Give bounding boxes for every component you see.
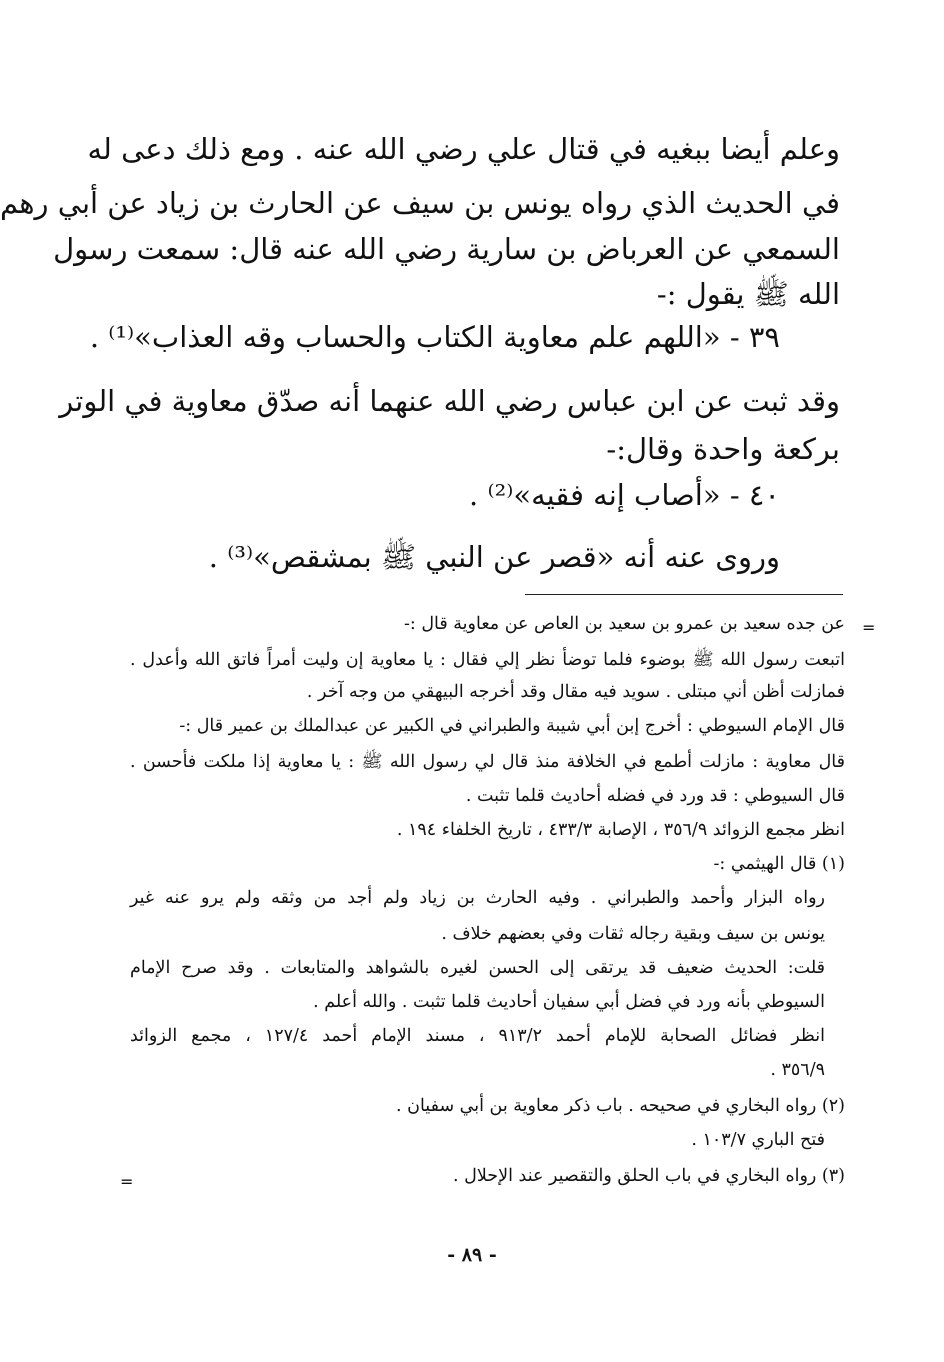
footnote-line: فتح الباري ١٠٣/٧ . (691, 1130, 825, 1150)
main-text-line: بركعة واحدة وقال:- (606, 432, 840, 466)
main-text-line: في الحديث الذي رواه يونس بن سيف عن الحارث بن زياد عن أبي رهم (0, 186, 840, 220)
footnote-line: قال معاوية : مازلت أطمع في الخلافة منذ قال لي رسول الله ﷺ : يا معاوية إذا ملكت فأحسن . (130, 752, 845, 772)
footnote-line: السيوطي بأنه ورد في فضل أبي سفيان أحاديث قلما تثبت . والله أعلم . (313, 992, 825, 1012)
main-text-line: السمعي عن العرباض بن سارية رضي الله عنه قال: سمعت رسول (53, 232, 840, 266)
footnote-line: يونس بن سيف وبقية رجاله ثقات وفي بعضهم خلاف . (441, 924, 825, 944)
main-text-line: وعلم أيضا ببغيه في قتال علي رضي الله عنه . ومع ذلك دعى له (87, 132, 840, 166)
main-text-line: وروى عنه أنه «قصر عن النبي ﷺ بمشقص»⁽³⁾ . (208, 540, 780, 574)
footnote-1-heading: (١) قال الهيثمي :- (713, 854, 845, 874)
page-number: - ٨٩ - (447, 1244, 497, 1266)
footnote-line: فمازلت أظن أني مبتلى . سويد فيه مقال وقد أخرجه البيهقي من وجه آخر . (306, 682, 845, 702)
main-text-line: الله ﷺ يقول :- (656, 277, 840, 311)
footnote-separator (525, 594, 843, 595)
main-text-line: وقد ثبت عن ابن عباس رضي الله عنهما أنه صدّق معاوية في الوتر (59, 384, 840, 418)
footnote-3: (٣) رواه البخاري في باب الحلق والتقصير عند الإحلال . (453, 1166, 845, 1186)
footnote-line: قلت: الحديث ضعيف قد يرتقى إلى الحسن لغيره بالشواهد والمتابعات . وقد صرح الإمام (130, 958, 825, 978)
footnote-line: ٣٥٦/٩ . (770, 1060, 825, 1080)
hadith-39: ٣٩ - «اللهم علم معاوية الكتاب والحساب وقه العذاب»⁽¹⁾ . (89, 320, 780, 354)
continuation-mark: = (862, 618, 876, 637)
footnote-2: (٢) رواه البخاري في صحيحه . باب ذكر معاوية بن أبي سفيان . (396, 1096, 845, 1116)
footnote-line: قال السيوطي : قد ورد في فضله أحاديث قلما تثبت . (465, 786, 845, 806)
footnote-line: انظر فضائل الصحابة للإمام أحمد ٩١٣/٢ ، مسند الإمام أحمد ١٢٧/٤ ، مجمع الزوائد (130, 1026, 825, 1046)
footnote-line: انظر مجمع الزوائد ٣٥٦/٩ ، الإصابة ٤٣٣/٣ ، تاريخ الخلفاء ١٩٤ . (396, 820, 845, 840)
margin-mark: = (120, 1172, 134, 1191)
footnote-line: رواه البزار وأحمد والطبراني . وفيه الحارث بن زياد ولم أجد من وثقه ولم يرو عنه غير (130, 888, 825, 908)
footnote-line: عن جده سعيد بن عمرو بن سعيد بن العاص عن معاوية قال :- (403, 614, 845, 634)
footnote-line: اتبعت رسول الله ﷺ بوضوء فلما توضأ نظر إلي فقال : يا معاوية إن وليت أمراً فاتق الله وأعدل . (130, 650, 845, 670)
hadith-40: ٤٠ - «أصاب إنه فقيه»⁽²⁾ . (469, 478, 780, 512)
footnote-line: قال الإمام السيوطي : أخرج إبن أبي شيبة والطبراني في الكبير عن عبدالملك بن عمير قال :- (179, 716, 845, 736)
